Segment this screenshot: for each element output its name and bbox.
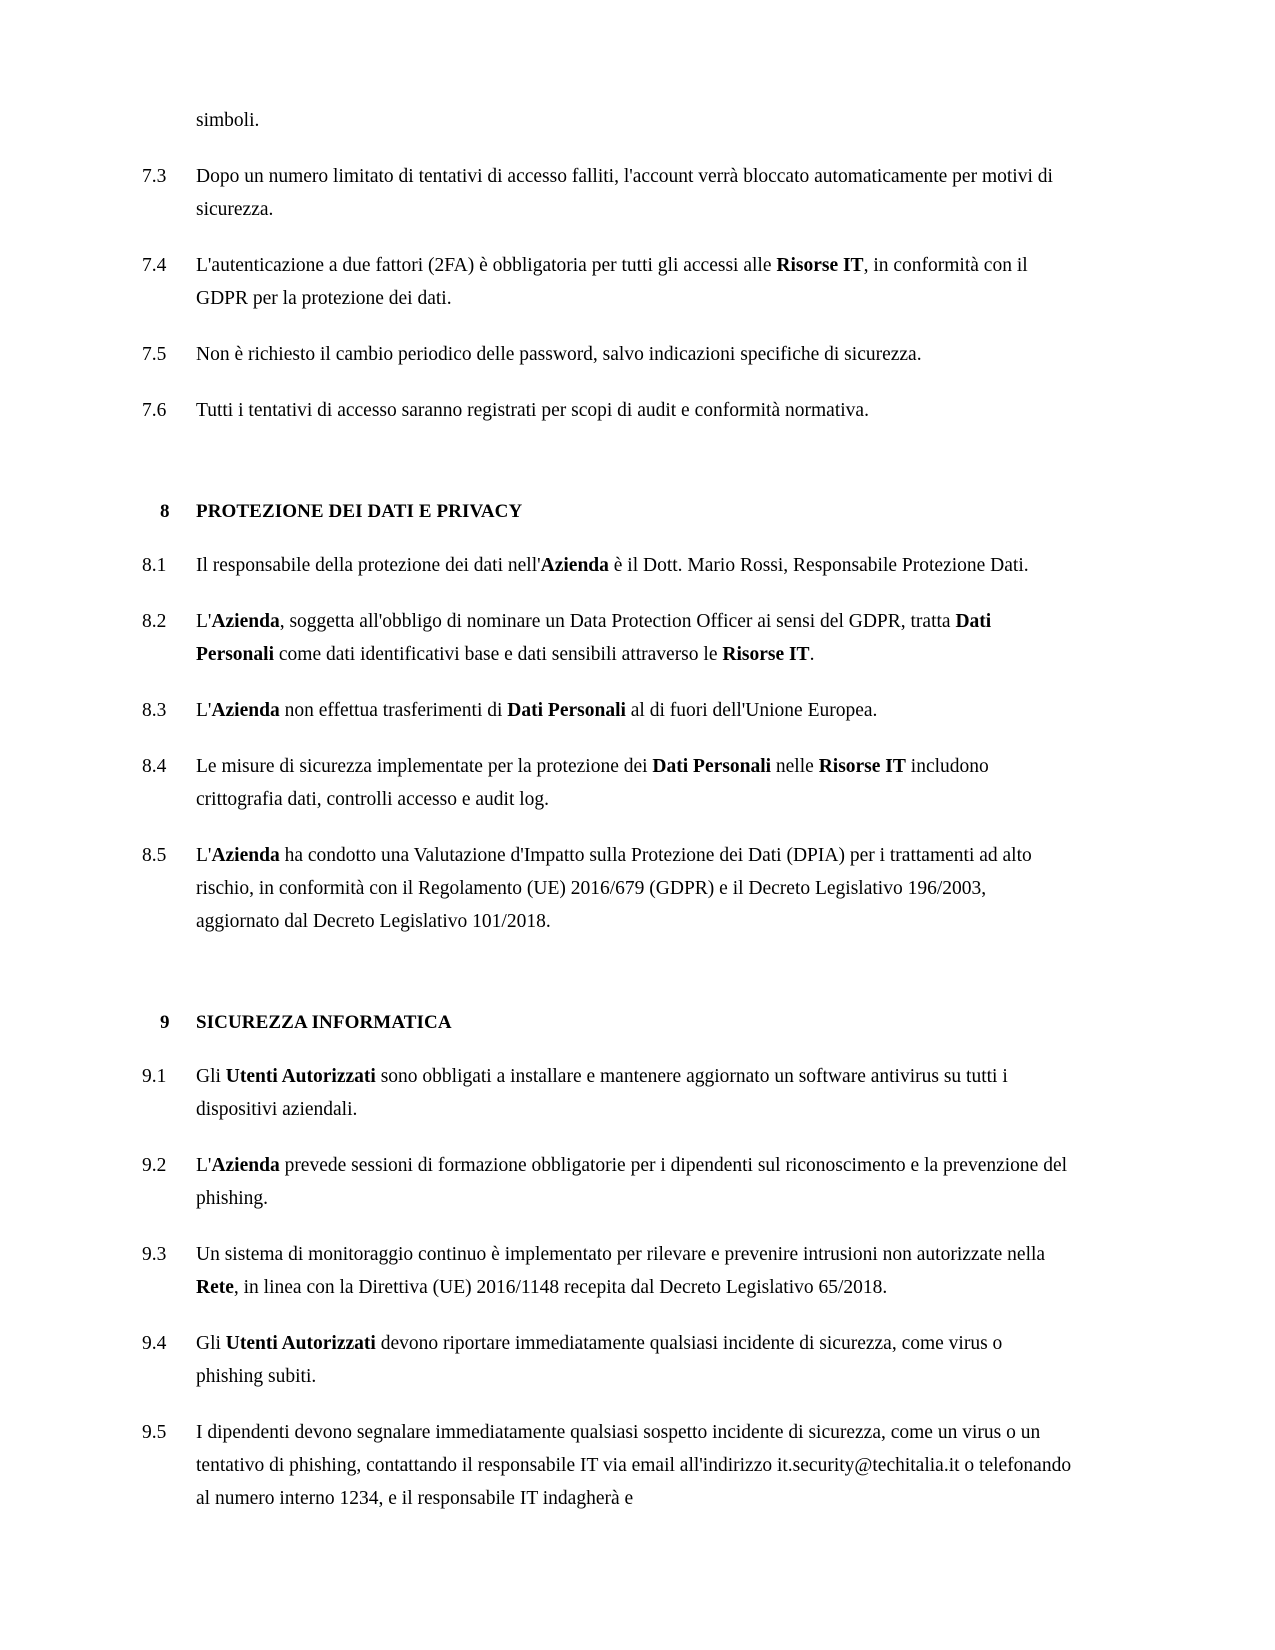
clause-item bbox=[142, 338, 1072, 371]
clause-run: Tutti i tentativi di accesso saranno registrati per scopi di audit e conformità normativa. bbox=[196, 400, 869, 421]
clause-run: al di fuori dell'Unione Europea. bbox=[625, 700, 878, 721]
clause-text bbox=[196, 605, 1072, 671]
defined-term: Azienda bbox=[540, 555, 609, 576]
clause-text bbox=[196, 549, 1072, 582]
clause-number: 8.4 bbox=[142, 756, 167, 777]
clause-number: 8.2 bbox=[142, 611, 167, 632]
clause-text bbox=[196, 1416, 1072, 1515]
clause-item bbox=[142, 1238, 1072, 1304]
document-body bbox=[142, 104, 1072, 1515]
defined-term: Rete bbox=[196, 1277, 234, 1298]
defined-term: Utenti Autorizzati bbox=[225, 1066, 376, 1087]
clause-number: 9.4 bbox=[142, 1333, 167, 1354]
clause-number: 7.3 bbox=[142, 166, 167, 187]
clause-run: L' bbox=[196, 845, 212, 866]
section-heading-title: SICUREZZA INFORMATICA bbox=[196, 1012, 452, 1033]
clause-run: , in linea con la Direttiva (UE) 2016/1148 recepita dal Decreto Legislativo 65/2018. bbox=[233, 1277, 888, 1298]
clause-run: Un sistema di monitoraggio continuo è implementato per rilevare e prevenire intrusioni non autorizzate nella bbox=[196, 1244, 1046, 1265]
section-heading-number: 8 bbox=[160, 501, 170, 522]
clause-run: includono crittografia dati, controlli accesso e audit log. bbox=[196, 756, 989, 810]
clause-text bbox=[196, 394, 1072, 427]
clause-text bbox=[196, 160, 1072, 226]
clause-run: Dopo un numero limitato di tentativi di accesso falliti, l'account verrà bloccato automaticamente per motivi di sicurezza. bbox=[196, 166, 1053, 220]
defined-term: Utenti Autorizzati bbox=[225, 1333, 376, 1354]
clause-continuation-text: simboli. bbox=[196, 110, 260, 131]
defined-term: Risorse IT bbox=[776, 255, 864, 276]
clause-run: prevede sessioni di formazione obbligatorie per i dipendenti sul riconoscimento e la prevenzione del phishing. bbox=[196, 1155, 1068, 1209]
clause-text bbox=[196, 839, 1072, 938]
clause-text bbox=[196, 1149, 1072, 1215]
clause-item bbox=[142, 1060, 1072, 1126]
clause-number: 8.3 bbox=[142, 700, 167, 721]
clause-text bbox=[196, 1238, 1072, 1304]
clause-run: Gli bbox=[196, 1333, 226, 1354]
defined-term: Azienda bbox=[211, 700, 280, 721]
clause-text bbox=[196, 1060, 1072, 1126]
clause-text bbox=[196, 338, 1072, 371]
clause-text bbox=[196, 1327, 1072, 1393]
clause-text bbox=[196, 750, 1072, 816]
section-heading bbox=[142, 497, 1072, 527]
clause-run: Gli bbox=[196, 1066, 226, 1087]
clause-run: ha condotto una Valutazione d'Impatto sulla Protezione dei Dati (DPIA) per i trattamenti ad alto rischio, in conformità con il Regolamento (UE) 2016/679 (GDPR) e il Decreto Legislativo 196/2003, aggiornato dal Decreto Legislativo 101/2018. bbox=[196, 845, 1032, 932]
clause-run: , soggetta all'obbligo di nominare un Data Protection Officer ai sensi del GDPR, tratta bbox=[279, 611, 956, 632]
defined-term: Azienda bbox=[211, 1155, 280, 1176]
clause-item bbox=[142, 394, 1072, 427]
clause-number: 7.5 bbox=[142, 344, 167, 365]
clause-run: Il responsabile della protezione dei dati nell' bbox=[196, 555, 541, 576]
clause-run: , in conformità con il GDPR per la protezione dei dati. bbox=[196, 255, 1028, 309]
section-heading-number: 9 bbox=[160, 1012, 170, 1033]
defined-term: Risorse IT bbox=[722, 644, 810, 665]
clause-text bbox=[196, 249, 1072, 315]
defined-term: Dati Personali bbox=[196, 611, 992, 665]
defined-term: Azienda bbox=[211, 611, 280, 632]
clause-run: I dipendenti devono segnalare immediatamente qualsiasi sospetto incidente di sicurezza, come un virus o un tentativo di phishing, contattando il responsabile IT via email all'indirizzo it.security@techitalia.it o telefonando al numero interno 1234, e il responsabile IT indagherà e bbox=[196, 1422, 1072, 1509]
clause-number: 7.4 bbox=[142, 255, 167, 276]
section-heading bbox=[142, 1008, 1072, 1038]
clause-item bbox=[142, 605, 1072, 671]
clause-item bbox=[142, 750, 1072, 816]
clause-item bbox=[142, 160, 1072, 226]
clause-run: Le misure di sicurezza implementate per la protezione dei bbox=[196, 756, 653, 777]
clause-item bbox=[142, 839, 1072, 938]
section-heading-title: PROTEZIONE DEI DATI E PRIVACY bbox=[196, 501, 523, 522]
defined-term: Dati Personali bbox=[507, 700, 626, 721]
defined-term: Dati Personali bbox=[652, 756, 772, 777]
clause-run: devono riportare immediatamente qualsiasi incidente di sicurezza, come virus o phishing subiti. bbox=[196, 1333, 1003, 1387]
clause-run: come dati identificativi base e dati sensibili attraverso le bbox=[274, 644, 723, 665]
defined-term: Azienda bbox=[211, 845, 280, 866]
clause-run: Non è richiesto il cambio periodico delle password, salvo indicazioni specifiche di sicurezza. bbox=[196, 344, 922, 365]
clause-number: 9.1 bbox=[142, 1066, 167, 1087]
clause-item bbox=[142, 694, 1072, 727]
clause-run: L' bbox=[196, 1155, 212, 1176]
clause-item bbox=[142, 1149, 1072, 1215]
clause-run: nelle bbox=[771, 756, 819, 777]
clause-item bbox=[142, 1416, 1072, 1515]
clause-item bbox=[142, 1327, 1072, 1393]
clause-number: 8.1 bbox=[142, 555, 167, 576]
clause-run: . bbox=[809, 644, 815, 665]
clause-number: 9.3 bbox=[142, 1244, 167, 1265]
clause-run: L' bbox=[196, 611, 212, 632]
clause-item bbox=[142, 249, 1072, 315]
clause-number: 8.5 bbox=[142, 845, 167, 866]
clause-run: L'autenticazione a due fattori (2FA) è obbligatoria per tutti gli accessi alle bbox=[196, 255, 777, 276]
defined-term: Risorse IT bbox=[818, 756, 906, 777]
clause-text bbox=[196, 694, 1072, 727]
clause-run: è il Dott. Mario Rossi, Responsabile Protezione Dati. bbox=[608, 555, 1029, 576]
clause-number: 9.5 bbox=[142, 1422, 167, 1443]
clause-number: 7.6 bbox=[142, 400, 167, 421]
clause-number: 9.2 bbox=[142, 1155, 167, 1176]
clause-run: sono obbligati a installare e mantenere aggiornato un software antivirus su tutti i dispositivi aziendali. bbox=[196, 1066, 1008, 1120]
clause-run: non effettua trasferimenti di bbox=[279, 700, 508, 721]
clause-run: L' bbox=[196, 700, 212, 721]
clause-item bbox=[142, 549, 1072, 582]
